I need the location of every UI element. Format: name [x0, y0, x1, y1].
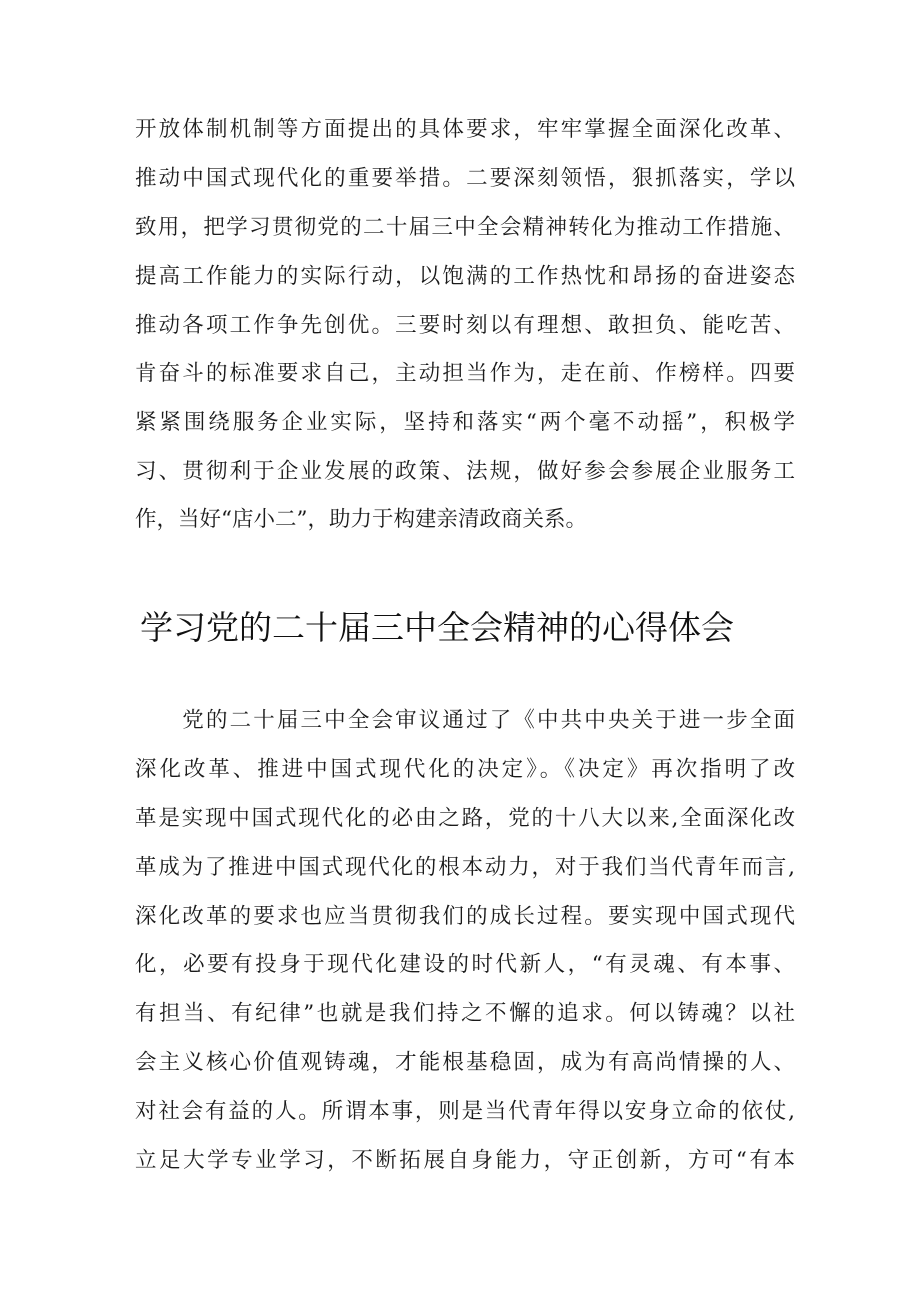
body-line: 会主义核心价值观铸魂，才能根基稳固，成为有高尚情操的人、 [135, 1050, 795, 1075]
body-line: 立足大学专业学习，不断拓展自身能力，守正创新，方可“有本 [135, 1148, 795, 1173]
body-line: 推动中国式现代化的重要举措。二要深刻领悟，狠抓落实，学以 [135, 166, 795, 191]
body-line: 有担当、有纪律”也就是我们持之不懈的追求。何以铸魂？以社 [135, 1001, 795, 1026]
body-line: 肯奋斗的标准要求自己，主动担当作为，走在前、作榜样。四要 [135, 361, 795, 386]
body-line: 对社会有益的人。所谓本事，则是当代青年得以安身立命的依仗, [135, 1099, 795, 1124]
body-line: 致用，把学习贯彻党的二十届三中全会精神转化为推动工作措施、 [135, 215, 795, 240]
body-line: 深化改革的要求也应当贯彻我们的成长过程。要实现中国式现代 [135, 904, 795, 929]
body-line: 革是实现中国式现代化的必由之路，党的十八大以来,全面深化改 [135, 806, 795, 831]
body-line: 党的二十届三中全会审议通过了《中共中央关于进一步全面 [135, 708, 795, 733]
body-line: 革成为了推进中国式现代化的根本动力，对于我们当代青年而言, [135, 855, 795, 880]
body-line: 深化改革、推进中国式现代化的决定》。《决定》再次指明了改 [135, 757, 795, 782]
body-line: 习、贯彻利于企业发展的政策、法规，做好参会参展企业服务工 [135, 459, 795, 484]
section-heading: 学习党的二十届三中全会精神的心得体会 [140, 608, 734, 647]
body-line: 紧紧围绕服务企业实际，坚持和落实“两个毫不动摇”，积极学 [135, 410, 795, 435]
body-line: 化，必要有投身于现代化建设的时代新人，“有灵魂、有本事、 [135, 952, 795, 977]
body-line: 作，当好“店小二”，助力于构建亲清政商关系。 [135, 507, 587, 532]
body-line: 推动各项工作争先创优。三要时刻以有理想、敢担负、能吃苦、 [135, 313, 795, 338]
body-line: 提高工作能力的实际行动，以饱满的工作热忱和昂扬的奋进姿态 [135, 264, 795, 289]
body-line: 开放体制机制等方面提出的具体要求，牢牢掌握全面深化改革、 [135, 117, 795, 142]
